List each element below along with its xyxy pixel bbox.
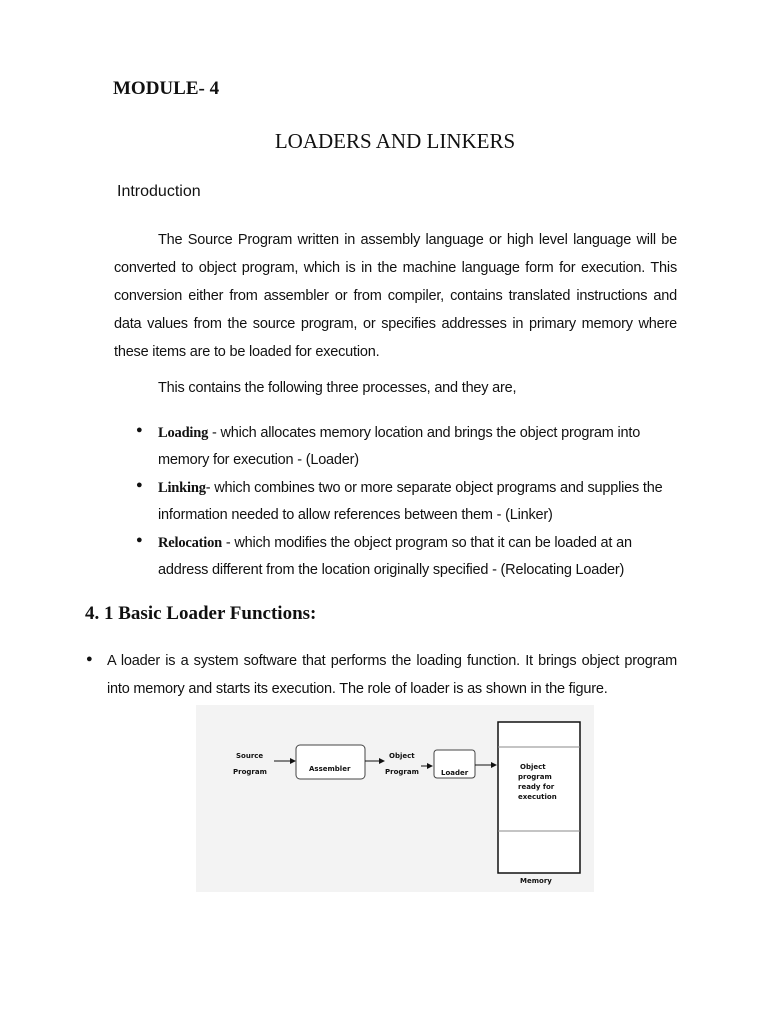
assembler-box <box>296 745 365 779</box>
bullet-icon: ● <box>136 479 143 491</box>
list-item <box>0 530 768 585</box>
list-item <box>0 475 768 530</box>
processes-lead: This contains the following three processes, and they are, <box>158 380 517 396</box>
intro-paragraph-text: The Source Program written in assembly language or high level language will be converted to object program, which is in the machine language form for execution. This conversion either from assembler or from compiler, contains translated instructions and data values from the source program, or specifies addresses in primary memory where these items are to be loaded for execution. <box>114 232 677 360</box>
list-item <box>0 420 768 475</box>
intro-paragraph <box>114 226 677 366</box>
process-desc: - which modifies the object program so that it can be loaded at an address different from the location originally specified - (Relocating Loader) <box>158 535 632 578</box>
source-label-1: Source <box>236 752 264 760</box>
process-desc: - which allocates memory location and brings the object program into memory for execution - (Loader) <box>158 425 641 468</box>
section-heading: 4. 1 Basic Loader Functions: <box>85 603 317 624</box>
memory-text-2: program <box>518 773 552 781</box>
process-term: Relocation <box>158 535 223 551</box>
assembler-label: Assembler <box>309 765 351 773</box>
section-bullet-text: A loader is a system software that performs the loading function. It brings object program into memory and starts its execution. The role of loader is as shown in the figure. <box>107 653 677 697</box>
bullet-icon: ● <box>86 653 93 665</box>
loader-role-figure <box>196 705 594 892</box>
memory-text-4: execution <box>518 793 557 801</box>
intro-heading: Introduction <box>117 183 201 200</box>
process-term: Linking <box>158 480 206 496</box>
bullet-icon: ● <box>136 424 143 436</box>
source-label-2: Program <box>233 768 267 776</box>
object-label-1: Object <box>389 752 415 760</box>
module-label: MODULE- 4 <box>113 78 220 99</box>
memory-label: Memory <box>520 877 552 885</box>
memory-text-3: ready for <box>518 783 555 791</box>
process-list <box>0 420 768 585</box>
process-term: Loading <box>158 425 209 441</box>
process-desc: - which combines two or more separate object programs and supplies the information needed to allow references between them - (Linker) <box>158 480 663 523</box>
loader-label: Loader <box>441 769 469 777</box>
memory-text-1: Object <box>520 763 546 771</box>
page-title: LOADERS AND LINKERS <box>274 129 516 153</box>
object-label-2: Program <box>385 768 419 776</box>
bullet-icon: ● <box>136 534 143 546</box>
